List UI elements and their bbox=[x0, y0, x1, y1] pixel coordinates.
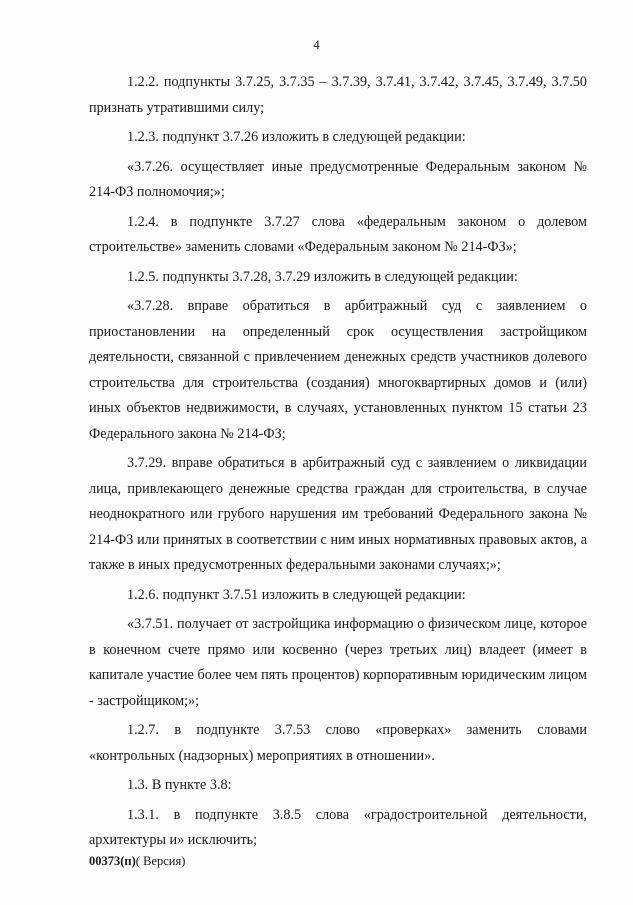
paragraph-1-2-2: 1.2.2. подпункты 3.7.25, 3.7.35 – 3.7.39, 3.7.41, 3.7.42, 3.7.45, 3.7.49, 3.7.50 признать утратившими силу; bbox=[89, 74, 587, 116]
paragraph-3-7-29: 3.7.29. вправе обратиться в арбитражный суд с заявлением о ликвидации лица, привлекающего денежные средства граждан для строительства, в случае неоднократного или грубого нарушения им требований Федерального закона № 214-ФЗ или принятых в соответствии с ним иных нормативных правовых актов, а также в иных предусмотренных федеральными законами случаях;»; bbox=[89, 455, 587, 573]
page-number: 4 bbox=[313, 37, 320, 52]
document-footer bbox=[89, 853, 185, 869]
document-version: ( Версия) bbox=[135, 854, 186, 868]
paragraph-1-2-5: 1.2.5. подпункты 3.7.28, 3.7.29 изложить в следующей редакции: bbox=[127, 268, 518, 285]
paragraph-3-7-26: «3.7.26. осуществляет иные предусмотренные Федеральным законом № 214-ФЗ полномочия;»; bbox=[89, 158, 587, 200]
paragraph-1-3: 1.3. В пункте 3.8: bbox=[127, 777, 232, 793]
paragraph-3-7-51: «3.7.51. получает от застройщика информацию о физическом лице, которое в конечном счете прямо или косвенно (через третьих лиц) владеет (имеет в капитале участие более чем пять процентов) корпоративным юридическим лицом - застройщиком;»; bbox=[89, 616, 587, 709]
document-code: 00373(п) bbox=[89, 854, 136, 868]
paragraph-1-2-3: 1.2.3. подпункт 3.7.26 изложить в следующей редакции: bbox=[127, 129, 466, 145]
paragraph-1-2-4: 1.2.4. в подпункте 3.7.27 слова «федеральным законом о долевом строительстве» заменить словами «Федеральным законом № 214-ФЗ»; bbox=[89, 213, 587, 255]
paragraph-1-2-7: 1.2.7. в подпункте 3.7.53 слово «проверках» заменить словами «контрольных (надзорных) мероприятиях в отношении». bbox=[89, 722, 587, 764]
paragraph-1-2-6: 1.2.6. подпункт 3.7.51 изложить в следующей редакции: bbox=[127, 586, 466, 603]
document-body bbox=[89, 70, 587, 854]
paragraph-3-7-28: «3.7.28. вправе обратиться в арбитражный суд с заявлением о приостановлении на определенный срок осуществления застройщиком деятельности, связанной с привлечением денежных средств участников долевого строительства для строительства (создания) многоквартирных домов и (или) иных объектов недвижимости, в случаях, установленных пунктом 15 статьи 23 Федерального закона № 214-ФЗ; bbox=[89, 298, 587, 442]
paragraph-1-3-1: 1.3.1. в подпункте 3.8.5 слова «градостроительной деятельности, архитектуры и» исключить; bbox=[89, 806, 587, 848]
